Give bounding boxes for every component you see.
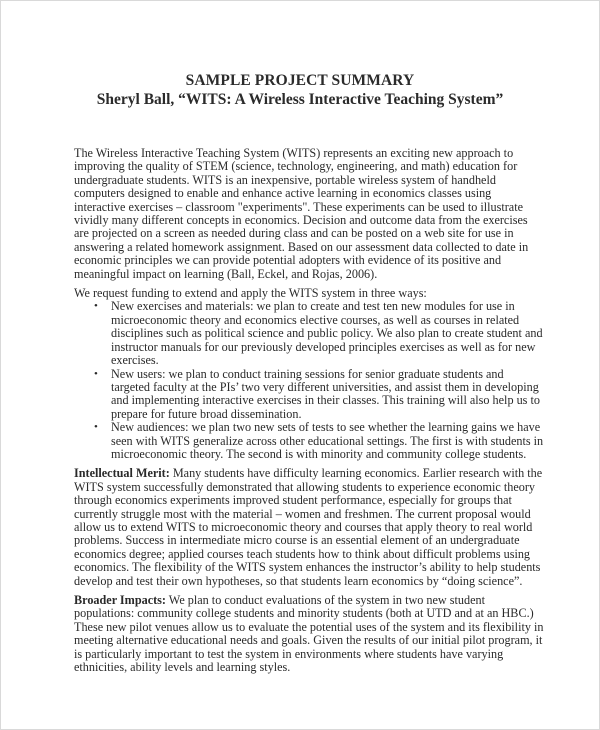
list-item-text: New audiences: we plan two new sets of tests to see whether the learning gains we have seen with WITS generalize across other educational settings. The first is with students in microeconomic theory. The second is with minority and community college students.	[111, 420, 544, 461]
bullet-icon: •	[94, 300, 98, 313]
document-body	[74, 147, 544, 680]
funding-ways-list	[74, 300, 544, 461]
intro-paragraph: The Wireless Interactive Teaching System (WITS) represents an exciting new approach to improving the quality of STEM (science, technology, engineering, and math) education for undergraduate students. WITS is an inexpensive, portable wireless system of handheld computers designed to enable and enhance active learning in economics classes using interactive exercises – classroom "experiments". These experiments can be used to illustrate vividly many different concepts in economics. Decision and outcome data from the exercises are projected on a screen as needed during class and can be posted on a web site for use in answering a related homework assignment. Based on our assessment data collected to date in economic principles we can provide potential adopters with evidence of its positive and meaningful impact on learning (Ball, Eckel, and Rojas, 2006).	[74, 146, 529, 281]
broader-impacts-paragraph	[74, 594, 544, 674]
intellectual-merit-label: Intellectual Merit:	[74, 466, 170, 481]
request-intro: We request funding to extend and apply the WITS system in three ways:	[74, 286, 427, 301]
broader-impacts-label: Broader Impacts:	[74, 593, 166, 607]
page-title: SAMPLE PROJECT SUMMARY	[185, 72, 415, 89]
list-item-text: New users: we plan to conduct training sessions for senior graduate students and targeted faculty at the PIs’ two very different universities, and assist them in developing and implementing interactive exercises in their classes. This training will also help us to prepare for future broad dissemination.	[111, 366, 540, 421]
page-subtitle: Sheryl Ball, “WITS: A Wireless Interactive Teaching System”	[96, 91, 504, 108]
list-item-new-users	[74, 368, 544, 422]
bullet-icon: •	[94, 421, 98, 434]
bullet-icon: •	[94, 367, 98, 380]
title-block	[1, 71, 599, 109]
intellectual-merit-text: Many students have difficulty learning economics. Earlier research with the WITS system successfully demonstrated that allowing students to experience economic theory through economics experiments improved student performance, especially for groups that currently struggle most with the material – women and freshmen. The current proposal would allow us to extend WITS to microeconomic theory and courses that apply theory to real world problems. Success in intermediate micro course is an essential element of an undergraduate economics degree; applied courses teach students how to think about difficult problems using economics. The flexibility of the WITS system enhances the instructor’s ability to help students develop and test their own hypotheses, so that students learn economics by “doing science”.	[74, 466, 543, 588]
list-item-new-audiences	[74, 421, 544, 461]
intellectual-merit-paragraph	[74, 467, 544, 588]
broader-impacts-text: We plan to conduct evaluations of the system in two new student populations: community college students and minority students (both at UTD and at an HBC.) These new pilot venues allow us to evaluate the potential uses of the system and its flexibility in meeting alternative educational needs and goals. Given the results of our initial pilot program, it is particularly important to test the system in environments where students have varying ethnicities, ability levels and learning styles.	[74, 593, 544, 675]
list-item-text: New exercises and materials: we plan to create and test ten new modules for use in microeconomic theory and economics elective courses, as well as courses in related disciplines such as political science and public policy. We also plan to create student and instructor manuals for our previously developed principles exercises as well as for new exercises.	[111, 299, 543, 368]
list-item-new-exercises	[74, 300, 544, 367]
